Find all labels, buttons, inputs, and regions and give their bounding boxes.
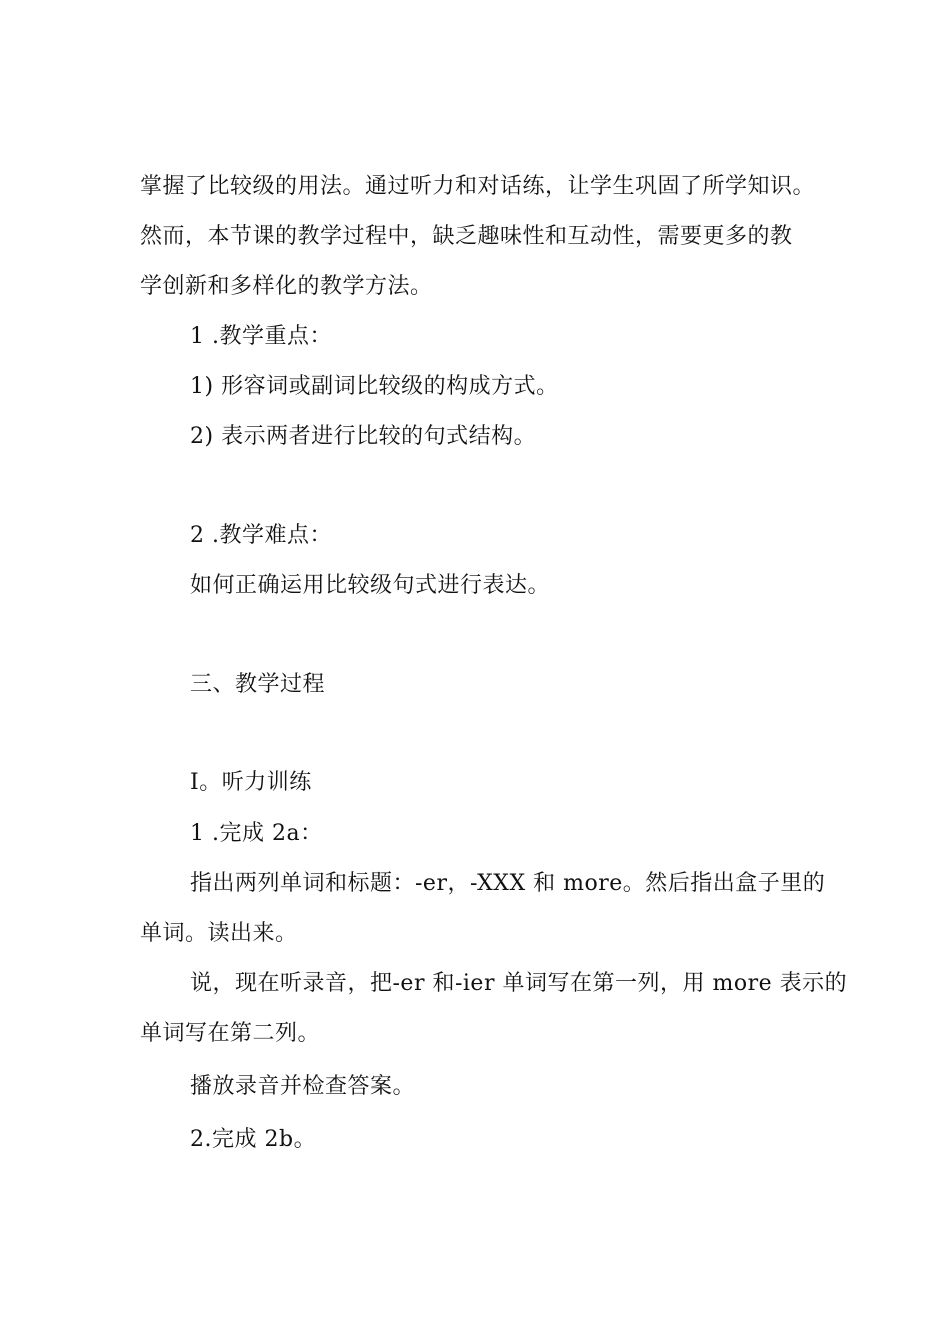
task2-heading: 2.完成 2b。 bbox=[190, 1127, 317, 1152]
section-three-heading: 三、教学过程 bbox=[190, 672, 326, 697]
task1-paragraph-3: 播放录音并检查答案。 bbox=[190, 1074, 416, 1099]
key-point-item-2: 2) 表示两者进行比较的句式结构。 bbox=[190, 424, 537, 449]
task1-paragraph-2-line-2: 单词写在第二列。 bbox=[140, 1021, 321, 1046]
task1-paragraph-1-line-2: 单词。读出来。 bbox=[140, 921, 298, 946]
task1-heading: 1 .完成 2a： bbox=[190, 821, 323, 846]
intro-line-1: 掌握了比较级的用法。通过听力和对话练，让学生巩固了所学知识。 bbox=[140, 174, 816, 199]
key-point-item-1: 1) 形容词或副词比较级的构成方式。 bbox=[190, 374, 559, 399]
intro-line-2: 然而，本节课的教学过程中，缺乏趣味性和互动性，需要更多的教 bbox=[140, 224, 793, 249]
difficulties-heading: 2 .教学难点： bbox=[190, 523, 332, 548]
task1-paragraph-2-line-1: 说，现在听录音，把-er 和-ier 单词写在第一列，用 more 表示的 bbox=[190, 971, 848, 996]
difficulties-body: 如何正确运用比较级句式进行表达。 bbox=[190, 573, 551, 598]
intro-line-3: 学创新和多样化的教学方法。 bbox=[140, 274, 433, 299]
listening-heading: I。听力训练 bbox=[190, 770, 312, 795]
key-points-heading: 1 .教学重点： bbox=[190, 324, 332, 349]
task1-paragraph-1-line-1: 指出两列单词和标题：-er，-XXX 和 more。然后指出盒子里的 bbox=[190, 871, 826, 896]
